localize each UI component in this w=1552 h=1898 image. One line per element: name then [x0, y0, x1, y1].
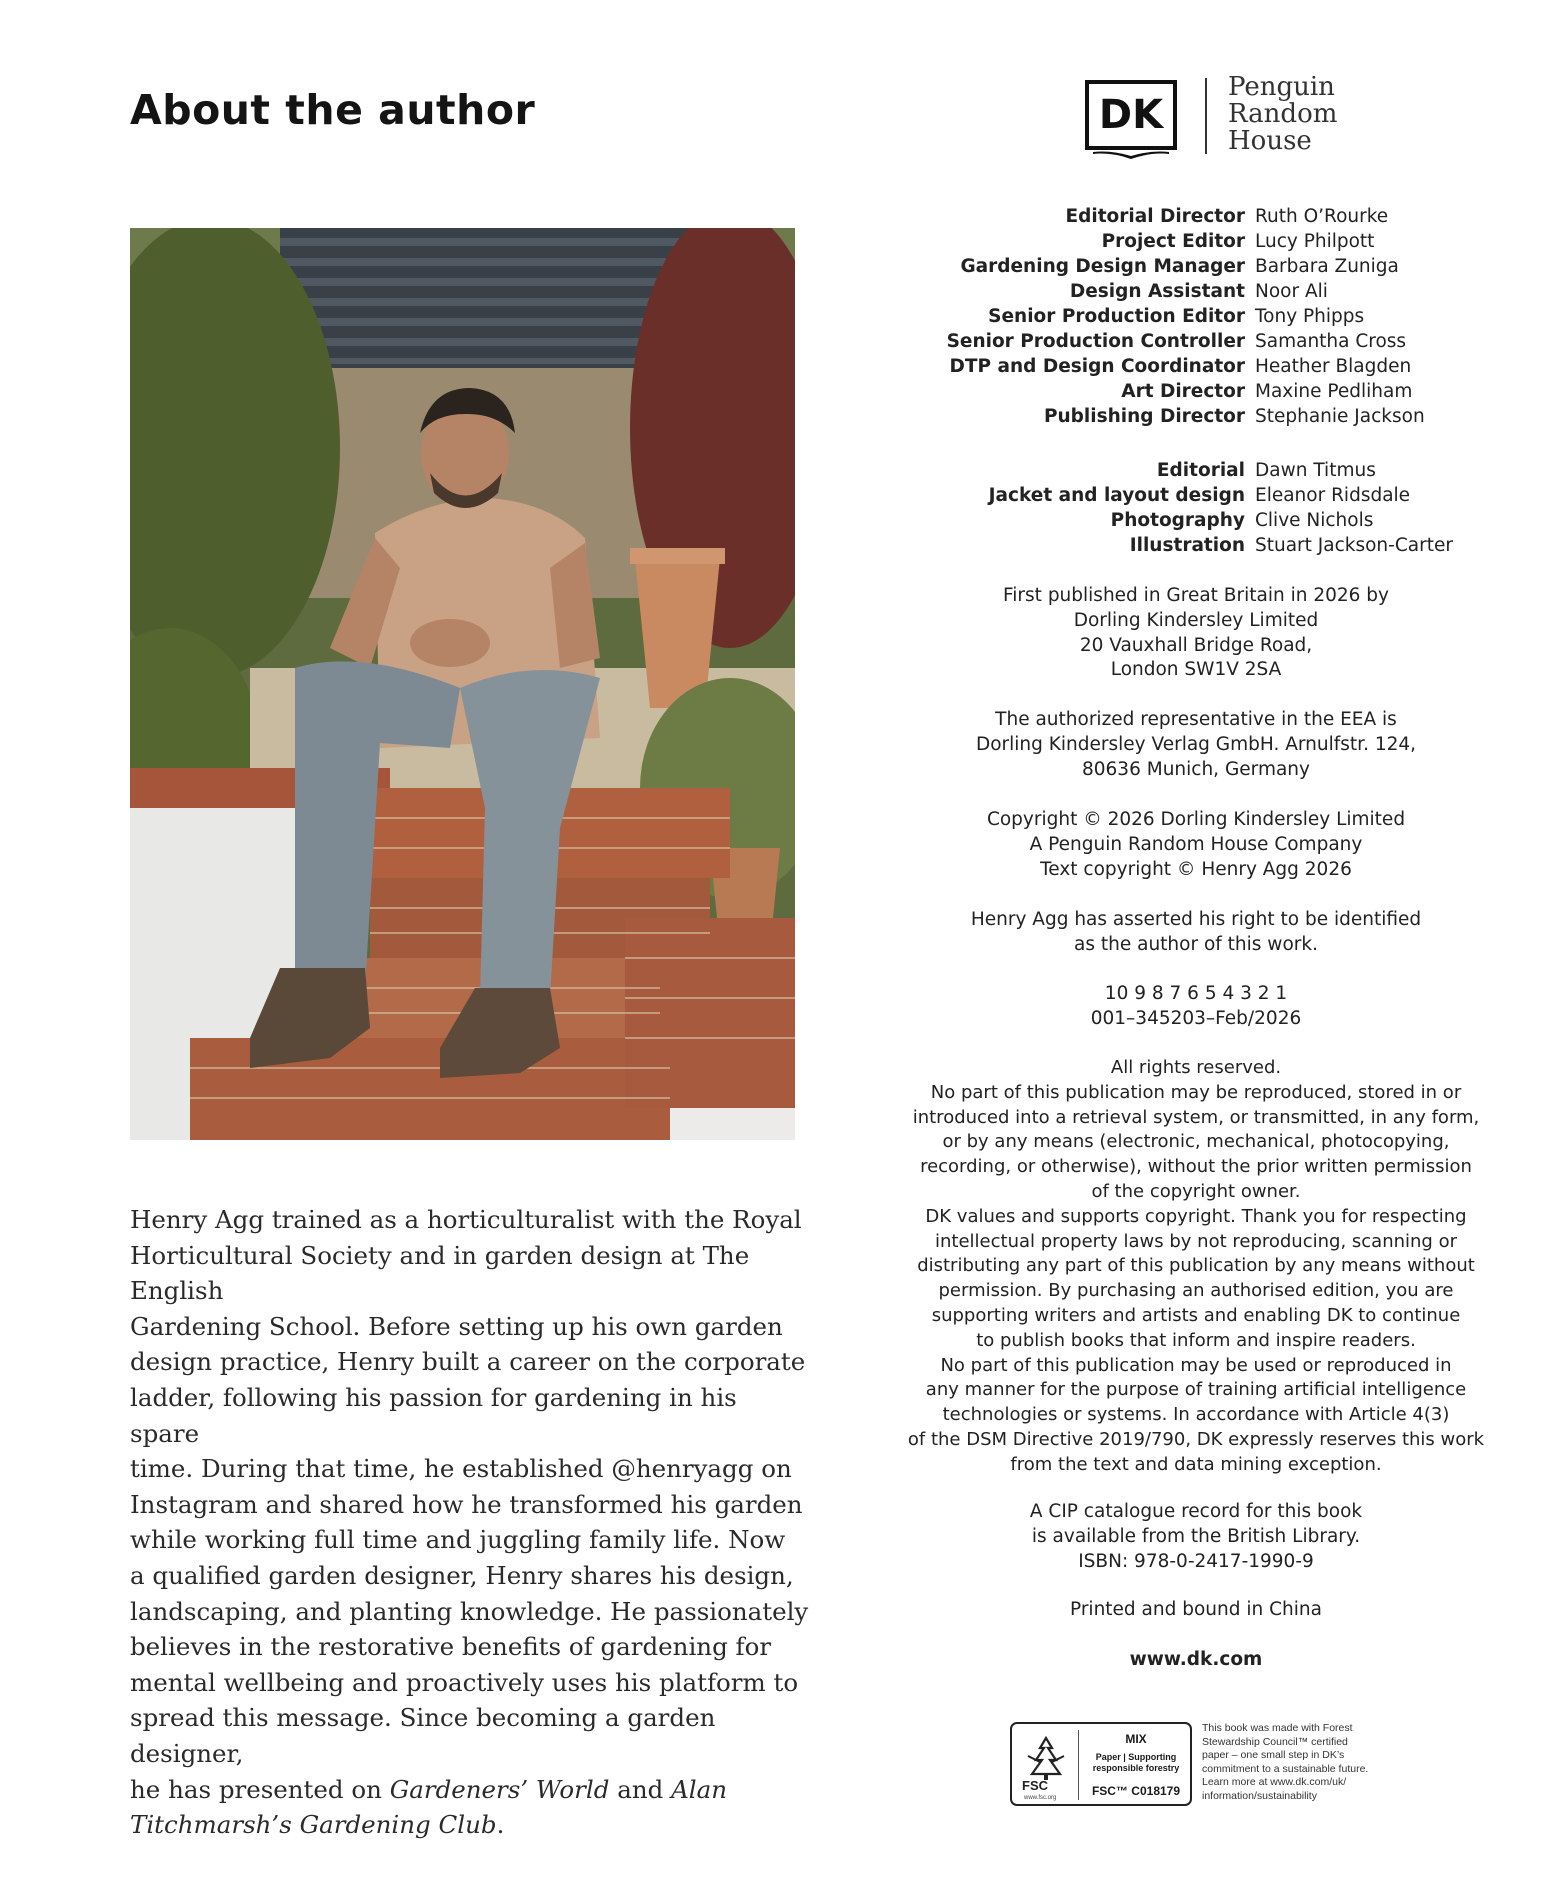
prh-line: Random [1228, 99, 1338, 129]
text-line: to publish books that inform and inspire readers. [976, 1329, 1416, 1351]
fsc-code: FSC™ C018179 [1091, 1784, 1181, 1798]
bio-line: mental wellbeing and proactively uses his platform to [130, 1667, 799, 1697]
credit-row [880, 254, 1512, 279]
bio-text: he has presented on [130, 1774, 390, 1804]
credit-row [880, 508, 1512, 533]
credit-name: Dawn Titmus [1255, 460, 1376, 481]
fsc-paper-line: Paper | Supporting [1095, 1752, 1177, 1762]
credits-list-secondary [880, 458, 1512, 558]
bio-line: design practice, Henry built a career on the corporate [130, 1347, 806, 1377]
copyright-notice [880, 808, 1512, 882]
bio-line: while working full time and juggling family life. Now [130, 1525, 786, 1555]
bio-line: a qualified garden designer, Henry shares his design, [130, 1560, 794, 1590]
credit-role: Illustration [1129, 535, 1245, 556]
note-line: Stewardship Council™ certified [1202, 1735, 1348, 1748]
credit-row [880, 458, 1512, 483]
bio-line: believes in the restorative benefits of gardening for [130, 1632, 772, 1662]
text-line: 10 9 8 7 6 5 4 3 2 1 [1104, 983, 1288, 1004]
credit-role: Senior Production Editor [988, 306, 1245, 327]
text-line: from the text and data mining exception. [1010, 1453, 1382, 1475]
text-line: 20 Vauxhall Bridge Road, [1079, 634, 1313, 656]
credit-name: Eleanor Ridsdale [1255, 485, 1411, 506]
text-line: A Penguin Random House Company [1029, 833, 1363, 855]
bio-line: landscaping, and planting knowledge. He passionately [130, 1596, 809, 1626]
text-line: Copyright © 2026 Dorling Kindersley Limited [986, 809, 1406, 830]
credit-role: Editorial Director [1065, 206, 1245, 227]
credit-role: Senior Production Controller [946, 331, 1245, 352]
bio-line: Instagram and shared how he transformed his garden [130, 1489, 803, 1519]
credit-name: Stuart Jackson-Carter [1255, 535, 1453, 556]
book-icon [1091, 150, 1171, 160]
text-line: or by any means (electronic, mechanical, photocopying, [942, 1131, 1450, 1153]
credit-role: Editorial [1156, 460, 1245, 481]
fsc-paper-line: responsible forestry [1092, 1763, 1180, 1773]
sustainability-note [1202, 1722, 1422, 1803]
credit-name: Ruth O’Rourke [1255, 206, 1389, 227]
text-line: supporting writers and artists and enabling DK to continue [931, 1304, 1461, 1326]
author-photo [130, 228, 795, 1140]
credit-role: Art Director [1121, 381, 1245, 402]
text-line: London SW1V 2SA [1110, 659, 1282, 681]
credit-row [880, 279, 1512, 304]
rights-reserved [880, 1056, 1512, 1478]
website-link[interactable] [880, 1648, 1512, 1673]
credit-row [880, 204, 1512, 229]
credit-name: Maxine Pedliham [1255, 381, 1413, 402]
logo-divider [1205, 78, 1207, 154]
text-line: recording, or otherwise), without the prior written permission [920, 1156, 1472, 1178]
credit-row [880, 379, 1512, 404]
author-bio [130, 1202, 810, 1843]
bio-line: Gardening School. Before setting up his own garden [130, 1311, 783, 1341]
fsc-divider [1078, 1730, 1079, 1800]
credit-row [880, 483, 1512, 508]
prh-line: Penguin [1228, 72, 1335, 102]
text-line: Dorling Kindersley Limited [1073, 609, 1319, 631]
text-line: of the DSM Directive 2019/790, DK expressly reserves this work [907, 1428, 1485, 1450]
printed-in [880, 1598, 1512, 1623]
credit-row [880, 404, 1512, 429]
print-codes [880, 982, 1512, 1032]
credit-name: Samantha Cross [1255, 331, 1407, 352]
cip-record [880, 1500, 1512, 1574]
text-line: All rights reserved. [1110, 1057, 1282, 1078]
text-line: Henry Agg has asserted his right to be identified [970, 909, 1422, 930]
bio-line: Horticultural Society and in garden design at The English [130, 1240, 750, 1306]
note-line: This book was made with Forest [1202, 1722, 1353, 1734]
credit-row [880, 229, 1512, 254]
text-line: as the author of this work. [1074, 933, 1318, 955]
bio-line [130, 1772, 810, 1808]
credit-row [880, 533, 1512, 558]
credit-role: DTP and Design Coordinator [949, 356, 1245, 377]
credit-role: Photography [1110, 510, 1245, 531]
note-line: Learn more at www.dk.com/uk/ [1202, 1776, 1347, 1788]
credit-role: Project Editor [1101, 231, 1245, 252]
credit-name: Clive Nichols [1255, 510, 1374, 531]
text-line: First published in Great Britain in 2026 by [1003, 585, 1389, 606]
penguin-random-house-logo [1228, 74, 1337, 155]
website-url[interactable]: www.dk.com [1129, 1649, 1263, 1670]
text-line: distributing any part of this publication by any means without [917, 1255, 1475, 1277]
credits-list [880, 204, 1512, 429]
bio-line: Henry Agg trained as a horticulturalist with the Royal [130, 1205, 802, 1234]
fsc-wordmark: FSC [1022, 1778, 1048, 1793]
credit-name: Barbara Zuniga [1255, 256, 1399, 277]
note-line: commitment to a sustainable future. [1202, 1762, 1369, 1775]
text-line: The authorized representative in the EEA is [995, 709, 1397, 730]
fsc-url: www.fsc.org [1024, 1795, 1057, 1801]
bio-line: ladder, following his passion for gardening in his spare [130, 1382, 737, 1448]
text-line: intellectual property laws by not reproducing, scanning or [935, 1230, 1457, 1252]
text-line: any manner for the purpose of training artificial intelligence [925, 1379, 1467, 1401]
credit-role: Jacket and layout design [988, 485, 1245, 506]
text-line: DK values and supports copyright. Thank you for respecting [925, 1205, 1467, 1227]
text-line: 001–345203–Feb/2026 [1090, 1007, 1302, 1029]
text-line: Printed and bound in China [1070, 1599, 1322, 1620]
credit-name: Heather Blagden [1255, 356, 1412, 377]
text-line: technologies or systems. In accordance with Article 4(3) [942, 1404, 1450, 1426]
text-line: 80636 Munich, Germany [1082, 758, 1310, 780]
show-title: Alan [671, 1774, 727, 1804]
bio-text: . [496, 1810, 505, 1840]
text-line: introduced into a retrieval system, or transmitted, in any form, [912, 1106, 1480, 1128]
dk-logo: DK [1085, 80, 1177, 150]
note-line: paper – one small step in DK’s [1202, 1749, 1345, 1761]
text-line: No part of this publication may be used or reproduced in [940, 1354, 1452, 1376]
credit-role: Publishing Director [1043, 406, 1245, 427]
credit-name: Noor Ali [1255, 281, 1328, 302]
moral-rights [880, 908, 1512, 958]
text-line: permission. By purchasing an authorised edition, you are [938, 1280, 1454, 1302]
prh-line: House [1228, 126, 1312, 156]
text-line: A CIP catalogue record for this book [1029, 1501, 1363, 1522]
page-title: About the author [130, 86, 536, 134]
show-title: Titchmarsh’s Gardening Club [130, 1810, 497, 1840]
text-line: Dorling Kindersley Verlag GmbH. Arnulfstr. 124, [975, 733, 1417, 755]
text-line: ISBN: 978-0-2417-1990-9 [1078, 1550, 1314, 1572]
fsc-mix: MIX [1125, 1732, 1147, 1746]
bio-text: and [609, 1774, 672, 1804]
fsc-badge [1010, 1722, 1192, 1806]
credit-row [880, 329, 1512, 354]
text-line: Text copyright © Henry Agg 2026 [1040, 858, 1352, 880]
credit-name: Tony Phipps [1255, 306, 1365, 327]
note-line: information/sustainability [1202, 1789, 1317, 1802]
bio-line [130, 1807, 810, 1843]
fsc-paper-label [1084, 1752, 1188, 1774]
eea-representative [880, 708, 1512, 782]
bio-line: spread this message. Since becoming a garden designer, [130, 1703, 716, 1768]
text-line: is available from the British Library. [1031, 1525, 1361, 1547]
bio-line: time. During that time, he established @henryagg on [130, 1454, 792, 1484]
text-line: of the copyright owner. [1091, 1180, 1301, 1202]
credit-row [880, 304, 1512, 329]
first-published [880, 584, 1512, 683]
credit-role: Gardening Design Manager [960, 256, 1245, 277]
text-line: No part of this publication may be reproduced, stored in or [930, 1081, 1462, 1103]
show-title: Gardeners’ World [389, 1774, 610, 1804]
credit-name: Stephanie Jackson [1255, 406, 1425, 427]
credit-row [880, 354, 1512, 379]
credit-role: Design Assistant [1069, 281, 1245, 302]
credit-name: Lucy Philpott [1255, 231, 1375, 252]
